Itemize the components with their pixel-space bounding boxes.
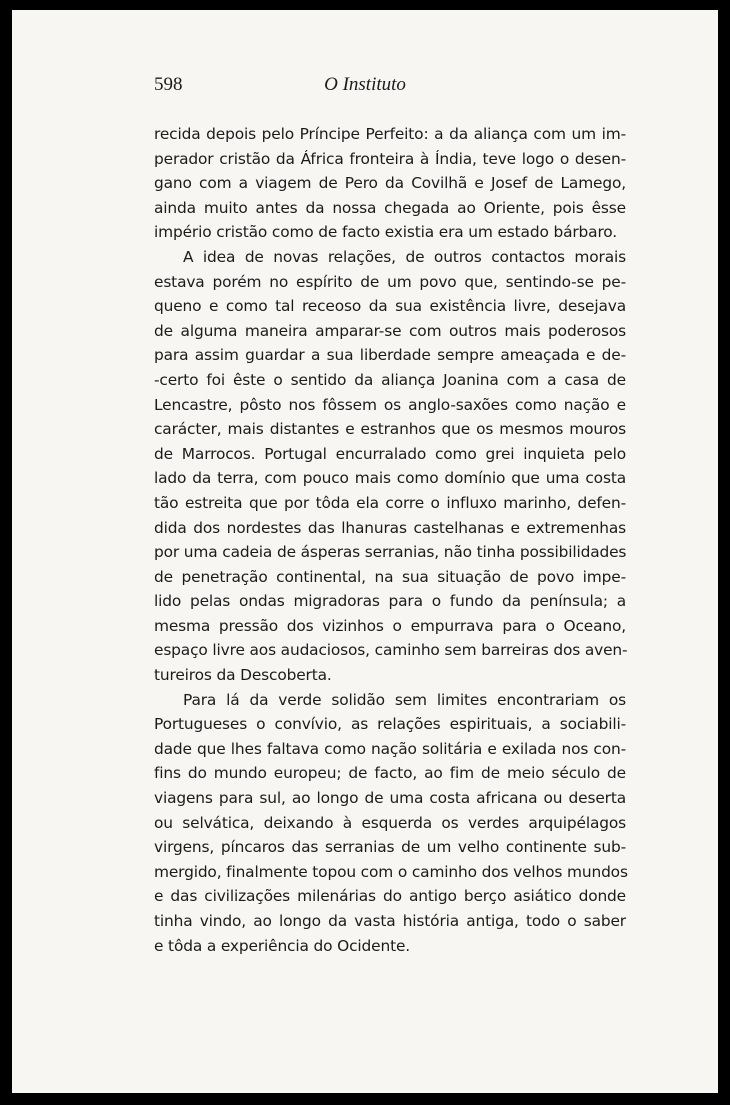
book-page (12, 10, 718, 1093)
text-line: recida depois pelo Príncipe Perfeito: a da aliança com um im- (154, 125, 626, 143)
text-line: por uma cadeia de ásperas serranias, não tinha possibilidades (154, 543, 627, 562)
text-line: estava porém no espírito de um povo que, sentindo-se pe- (154, 272, 626, 291)
text-line: A idea de novas relações, de outros contactos morais (183, 247, 626, 266)
text-line: ou selvática, deixando à esquerda os verdes arquipélagos (154, 813, 626, 832)
text-line: -certo foi êste o sentido da aliança Joanina com a casa de (154, 370, 626, 389)
text-line: Para lá da verde solidão sem limites encontrariam os (183, 690, 626, 709)
text-line: império cristão como de facto existia era um estado bárbaro. (154, 223, 618, 242)
text-line: lado da terra, com pouco mais como domínio que uma costa (154, 469, 626, 488)
page-number: 598 (154, 74, 183, 95)
body-text (154, 122, 626, 958)
page-header (12, 74, 718, 104)
text-line: e tôda a experiência do Ocidente. (154, 936, 411, 955)
text-line: viagens para sul, ao longo de uma costa africana ou deserta (154, 789, 626, 808)
text-line: mergido, finalmente topou com o caminho dos velhos mundos (154, 862, 628, 881)
paragraph (154, 245, 626, 688)
text-line: lido pelas ondas migradoras para o fundo da península; a (154, 592, 626, 611)
text-line: gano com a viagem de Pero da Covilhã e Josef de Lamego, (154, 174, 626, 193)
text-line: fins do mundo europeu; de facto, ao fim de meio século de (154, 764, 626, 783)
text-line: tão estreita que por tôda ela corre o influxo marinho, defen- (154, 493, 626, 512)
text-line: mesma pressão dos vizinhos o empurrava para o Oceano, (154, 616, 626, 635)
text-line: dade que lhes faltava como nação solitária e exilada nos con- (154, 739, 626, 758)
text-line: tinha vindo, ao longo da vasta história antiga, todo o saber (154, 912, 626, 930)
text-line: tureiros da Descoberta. (154, 666, 332, 685)
text-line: perador cristão da África fronteira à Índia, teve logo o desen- (154, 149, 626, 168)
text-line: ainda muito antes da nossa chegada ao Oriente, pois êsse (154, 198, 626, 217)
text-line: espaço livre aos audaciosos, caminho sem barreiras dos aven- (154, 641, 628, 660)
text-line: virgens, píncaros das serranias de um velho continente sub- (154, 838, 626, 857)
text-line: de Marrocos. Portugal encurralado como grei inquieta pelo (154, 444, 626, 463)
text-line: Lencastre, pôsto nos fôssem os anglo-saxões como nação e (154, 395, 626, 414)
text-line: carácter, mais distantes e estranhos que os mesmos mouros (154, 420, 626, 439)
text-line: Portugueses o convívio, as relações espirituais, a sociabili- (154, 715, 626, 734)
text-line: dida dos nordestes das lhanuras castelhanas e extremenhas (154, 518, 626, 537)
paragraph (154, 122, 626, 245)
text-line: de penetração continental, na sua situação de povo impe- (154, 567, 626, 586)
text-line: para assim guardar a sua liberdade sempre ameaçada e de- (154, 346, 626, 365)
running-title: O Instituto (324, 74, 406, 95)
text-line: queno e como tal receoso da sua existência livre, desejava (154, 297, 626, 316)
paragraph (154, 688, 626, 959)
text-line: e das civilizações milenárias do antigo berço asiático donde (154, 887, 626, 906)
text-line: de alguma maneira amparar-se com outros mais poderosos (154, 321, 626, 340)
